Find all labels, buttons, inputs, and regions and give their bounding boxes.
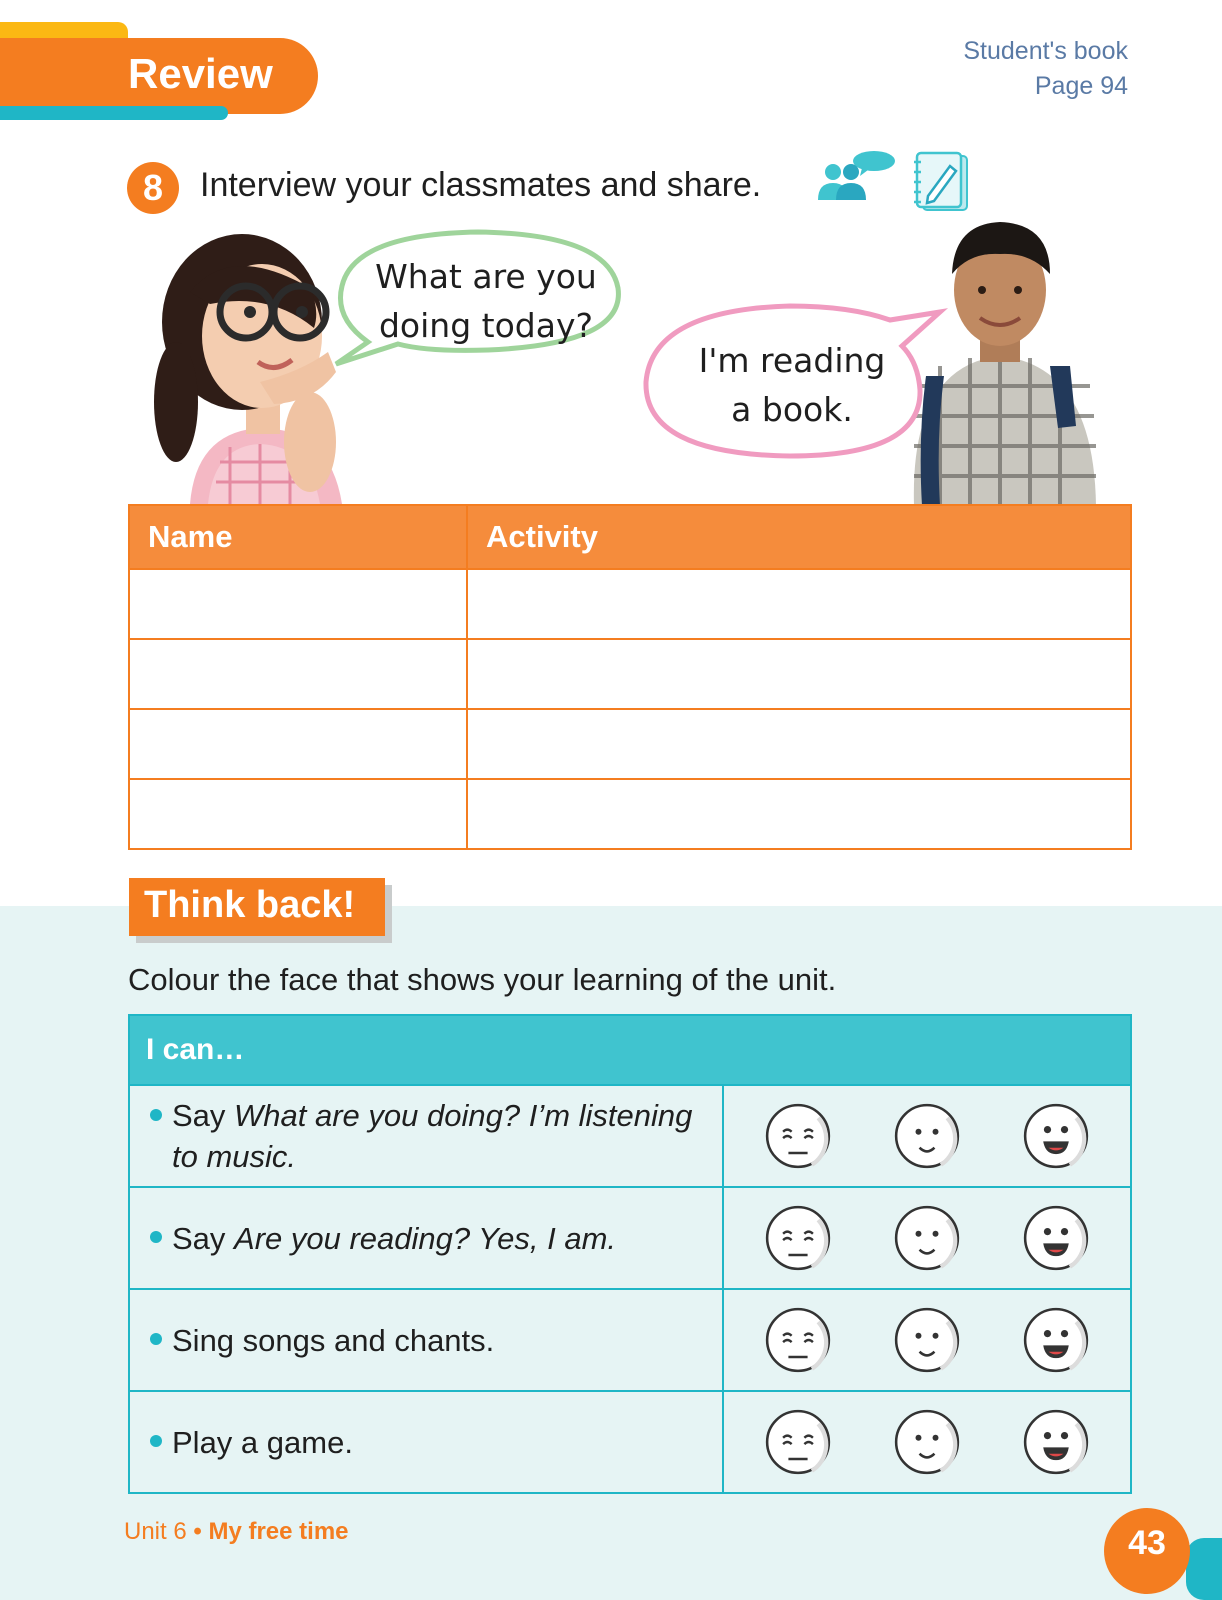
bullet-icon [150, 1231, 162, 1243]
very-happy-face-icon[interactable] [1023, 1205, 1089, 1271]
activity-cell[interactable] [467, 569, 1131, 639]
section-label: Review [128, 50, 273, 97]
faces-cell [723, 1085, 1131, 1187]
think-back-instruction: Colour the face that shows your learning of the unit. [128, 962, 837, 997]
boy-speech-text: I'm reading a book. [698, 341, 886, 429]
skill-item: Sing songs and chants. [129, 1289, 723, 1391]
very-happy-face-icon[interactable] [1023, 1103, 1089, 1169]
page-ref: Page 94 [1034, 72, 1128, 100]
name-cell[interactable] [129, 569, 467, 639]
faces-cell [723, 1391, 1131, 1493]
bullet-icon [150, 1109, 162, 1121]
exercise-instruction: Interview your classmates and share. [200, 166, 762, 204]
page-number: 43 [1104, 1508, 1190, 1594]
name-cell[interactable] [129, 639, 467, 709]
exercise-number: 8 [127, 162, 179, 214]
unsure-face-icon[interactable] [765, 1103, 831, 1169]
pair-work-icon [816, 150, 896, 206]
very-happy-face-icon[interactable] [1023, 1409, 1089, 1475]
table-row [129, 709, 1131, 779]
name-cell[interactable] [129, 779, 467, 849]
skill-item: Play a game. [129, 1391, 723, 1493]
faces-cell [723, 1289, 1131, 1391]
footer-separator: • [193, 1518, 202, 1545]
activity-cell[interactable] [467, 779, 1131, 849]
unsure-face-icon[interactable] [765, 1307, 831, 1373]
happy-face-icon[interactable] [894, 1205, 960, 1271]
book-ref: Student's book [963, 37, 1128, 65]
footer-unit [124, 1518, 349, 1546]
name-column-header: Name [129, 505, 467, 569]
unsure-face-icon[interactable] [765, 1409, 831, 1475]
girl-speech-text: What are you doing today? [375, 257, 597, 345]
table-row [129, 779, 1131, 849]
interview-table [128, 504, 1132, 850]
notebook-pencil-icon [914, 150, 970, 214]
self-assessment-table [128, 1014, 1132, 1494]
happy-face-icon[interactable] [894, 1409, 960, 1475]
unsure-face-icon[interactable] [765, 1205, 831, 1271]
bullet-icon [150, 1333, 162, 1345]
interview-table-header [129, 505, 1131, 569]
unit-title: My free time [208, 1518, 349, 1545]
activity-cell[interactable] [467, 639, 1131, 709]
table-row [129, 569, 1131, 639]
think-back-title: Think back! [144, 884, 356, 926]
table-row [129, 1391, 1131, 1493]
happy-face-icon[interactable] [894, 1103, 960, 1169]
table-row [129, 1085, 1131, 1187]
very-happy-face-icon[interactable] [1023, 1307, 1089, 1373]
bullet-icon [150, 1435, 162, 1447]
skill-item: Say Are you reading? Yes, I am. [129, 1187, 723, 1289]
i-can-header: I can… [129, 1015, 1131, 1085]
table-row [129, 1289, 1131, 1391]
skill-item: Say What are you doing? I’m listening to music. [129, 1085, 723, 1187]
table-row [129, 639, 1131, 709]
page-number-accent [1186, 1538, 1222, 1600]
happy-face-icon[interactable] [894, 1307, 960, 1373]
students-book-reference [963, 34, 1128, 104]
activity-cell[interactable] [467, 709, 1131, 779]
name-cell[interactable] [129, 709, 467, 779]
faces-cell [723, 1187, 1131, 1289]
table-row [129, 1187, 1131, 1289]
review-tab-accent-teal [0, 106, 228, 120]
unit-number: Unit 6 [124, 1518, 187, 1545]
activity-column-header: Activity [467, 505, 1131, 569]
